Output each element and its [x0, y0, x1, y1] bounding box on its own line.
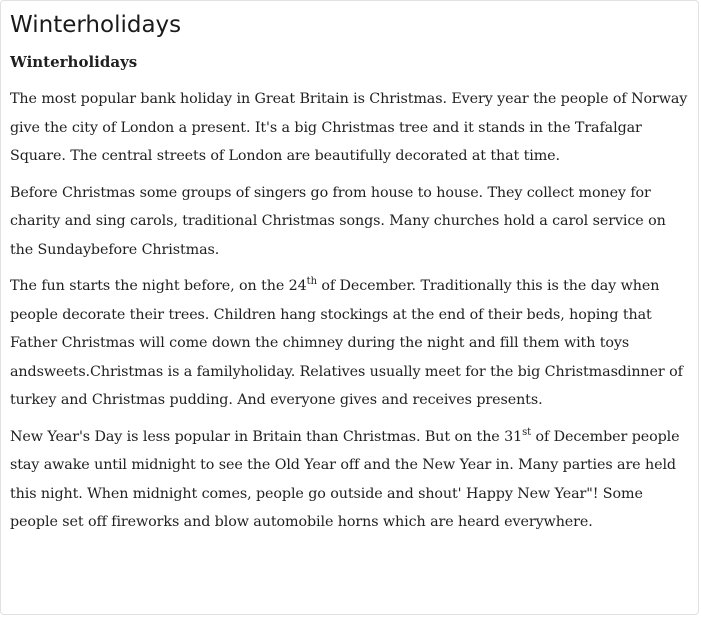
paragraph-christmas-eve	[10, 272, 688, 415]
paragraph-carols: Before Christmas some groups of singers go from house to house. They collect money for charity and sing carols, traditional Christmas songs. Many churches hold a carol service on the Sundaybefore Christmas.	[10, 184, 666, 258]
paragraph-new-year	[10, 423, 688, 537]
paragraph-christmas-eve-text-start: The fun starts the night before, on the 24	[10, 278, 307, 294]
ordinal-suffix-st: st	[522, 426, 532, 438]
paragraph-christmas-eve-text-end: of December. Traditionally this is the day when people decorate their trees. Children hang stockings at the end of their beds, hoping that Father Christmas will come down the chimney during the night and fill them with toys andsweets.Christmas is a familyholiday. Relatives usually meet for the big Christmasdinner of turkey and Christmas pudding. And everyone gives and receives presents.	[10, 278, 683, 408]
article-subtitle: Winterholidays	[10, 53, 138, 71]
paragraph-new-year-text-end: of December people stay awake until midnight to see the Old Year off and the New Year in. Many parties are held this night. When midnight comes, people go outside and shout' Happy New Year"! Some people set off fireworks and blow automobile horns which are heard everywhere.	[10, 428, 680, 530]
page-title: Winterholidays	[10, 12, 182, 38]
ordinal-suffix-th: th	[306, 276, 317, 287]
paragraph-new-year-text-start: New Year's Day is less popular in Britain than Christmas. But on the 31	[10, 428, 523, 445]
paragraph-christmas-tree: The most popular bank holiday in Great Britain is Christmas. Every year the people of Norway give the city of London a present. It's a big Christmas tree and it stands in the Trafalgar Square. The central streets of London are beautifully decorated at that time.	[10, 91, 688, 164]
